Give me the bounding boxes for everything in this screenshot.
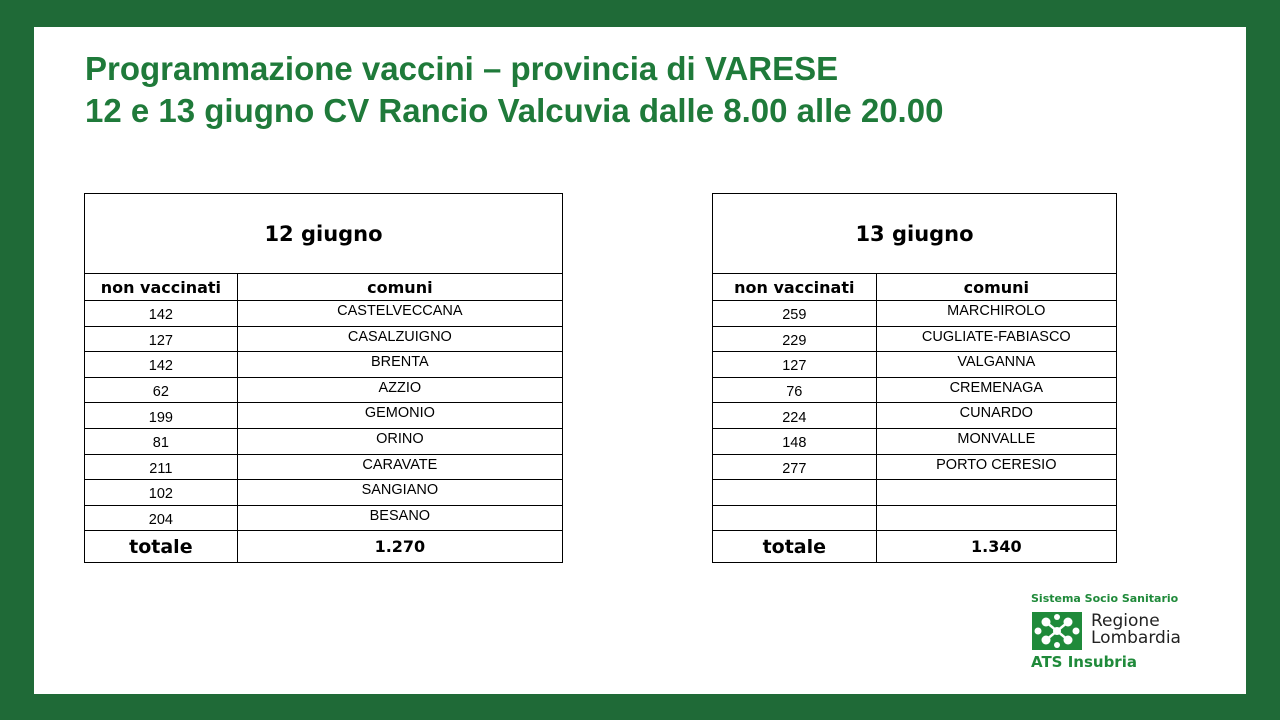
- table-row: [85, 428, 563, 454]
- count-cell: 229: [713, 326, 877, 352]
- table-heading: 12 giugno: [85, 194, 563, 274]
- schedule-table-12-june: [84, 193, 563, 563]
- count-cell: 259: [713, 301, 877, 327]
- town-cell: CREMENAGA: [876, 377, 1116, 403]
- town-cell: CUNARDO: [876, 403, 1116, 429]
- logo-ats-text: ATS Insubria: [1031, 653, 1137, 671]
- town-cell: BRENTA: [237, 352, 562, 378]
- town-cell: SANGIANO: [237, 480, 562, 506]
- table-row: [713, 480, 1117, 506]
- column-header-count: non vaccinati: [85, 274, 238, 301]
- schedule-table-13-june: [712, 193, 1117, 563]
- page-title: [85, 48, 943, 132]
- count-cell: 204: [85, 505, 238, 531]
- count-cell: 142: [85, 352, 238, 378]
- table-row: [713, 377, 1117, 403]
- town-cell: AZZIO: [237, 377, 562, 403]
- count-cell: 224: [713, 403, 877, 429]
- title-line-2: 12 e 13 giugno CV Rancio Valcuvia dalle 8.00 alle 20.00: [85, 92, 944, 129]
- town-cell: CASALZUIGNO: [237, 326, 562, 352]
- logo-region-line-1: Regione: [1091, 611, 1160, 631]
- table-row: [85, 301, 563, 327]
- logo-system-text: Sistema Socio Sanitario: [1031, 592, 1179, 605]
- count-cell: 127: [713, 352, 877, 378]
- town-cell: [876, 480, 1116, 506]
- column-header-town: comuni: [876, 274, 1116, 301]
- count-cell: 211: [85, 454, 238, 480]
- town-cell: PORTO CERESIO: [876, 454, 1116, 480]
- town-cell: CASTELVECCANA: [237, 301, 562, 327]
- town-cell: BESANO: [237, 505, 562, 531]
- column-header-count: non vaccinati: [713, 274, 877, 301]
- count-cell: 127: [85, 326, 238, 352]
- count-cell: [713, 505, 877, 531]
- count-cell: 277: [713, 454, 877, 480]
- table-row: [85, 454, 563, 480]
- table-row: [713, 428, 1117, 454]
- count-cell: 62: [85, 377, 238, 403]
- count-cell: 81: [85, 428, 238, 454]
- table-row: [85, 326, 563, 352]
- total-row: [85, 531, 563, 563]
- total-row: [713, 531, 1117, 563]
- count-cell: 76: [713, 377, 877, 403]
- table-row: [713, 505, 1117, 531]
- table-row: [85, 352, 563, 378]
- count-cell: 199: [85, 403, 238, 429]
- table-row: [713, 326, 1117, 352]
- count-cell: 148: [713, 428, 877, 454]
- town-cell: MARCHIROLO: [876, 301, 1116, 327]
- town-cell: CARAVATE: [237, 454, 562, 480]
- town-cell: MONVALLE: [876, 428, 1116, 454]
- total-label: totale: [85, 531, 238, 563]
- town-cell: VALGANNA: [876, 352, 1116, 378]
- total-value: 1.340: [876, 531, 1116, 563]
- town-cell: ORINO: [237, 428, 562, 454]
- table-heading: 13 giugno: [713, 194, 1117, 274]
- logo-region-name: [1091, 613, 1181, 647]
- regione-lombardia-logo: [1030, 592, 1230, 682]
- table-row: [713, 301, 1117, 327]
- table-row: [713, 352, 1117, 378]
- column-header-town: comuni: [237, 274, 562, 301]
- logo-region-line-2: Lombardia: [1091, 628, 1181, 648]
- table-row: [85, 480, 563, 506]
- count-cell: 142: [85, 301, 238, 327]
- table-row: [85, 377, 563, 403]
- town-cell: GEMONIO: [237, 403, 562, 429]
- table-row: [85, 403, 563, 429]
- total-label: totale: [713, 531, 877, 563]
- count-cell: 102: [85, 480, 238, 506]
- town-cell: CUGLIATE-FABIASCO: [876, 326, 1116, 352]
- title-line-1: Programmazione vaccini – provincia di VARESE: [85, 50, 839, 87]
- town-cell: [876, 505, 1116, 531]
- rosa-camuna-icon: [1032, 612, 1082, 650]
- table-row: [713, 454, 1117, 480]
- table-row: [713, 403, 1117, 429]
- table-row: [85, 505, 563, 531]
- total-value: 1.270: [237, 531, 562, 563]
- count-cell: [713, 480, 877, 506]
